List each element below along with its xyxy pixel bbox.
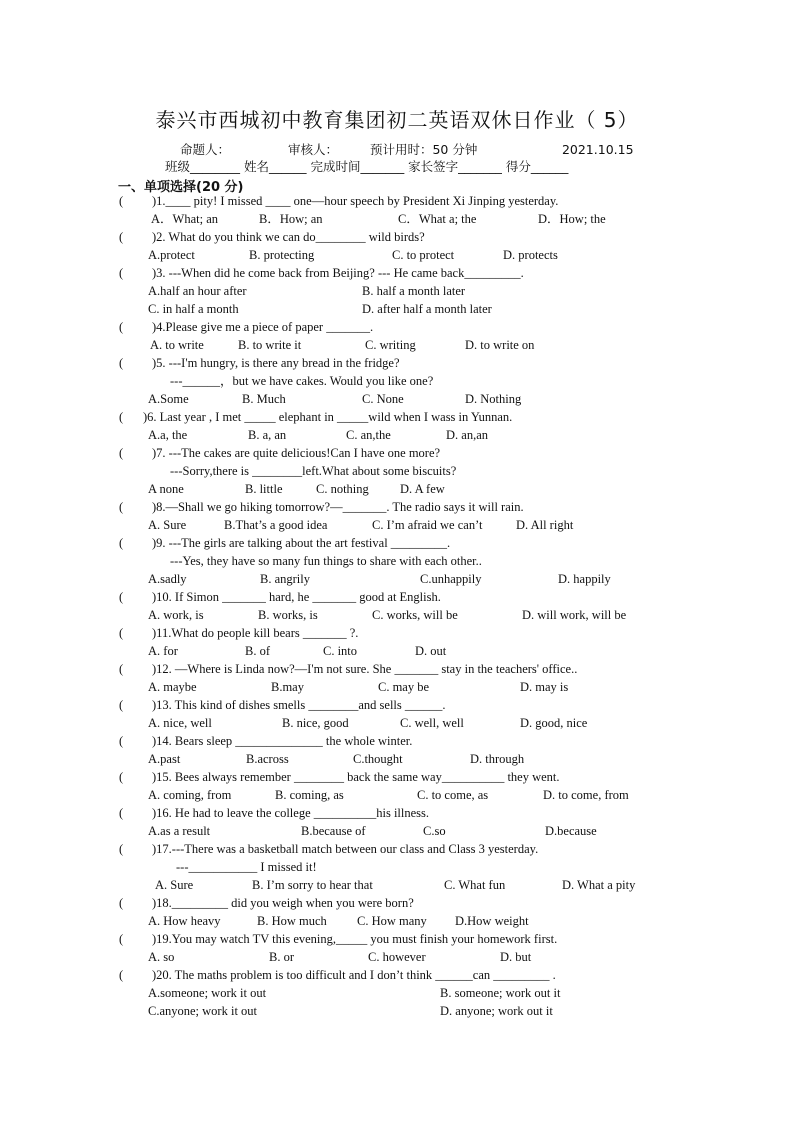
question-line (0, 732, 794, 750)
options-line (0, 606, 794, 624)
option[interactable]: A none (148, 482, 184, 496)
student-fields: 班级________ 姓名______ 完成时间_______ 家长签字_______ 得分______ (165, 159, 569, 174)
question-line (0, 696, 794, 714)
option[interactable]: B．How; an (259, 212, 323, 226)
question-line (0, 840, 794, 858)
answer-bracket[interactable]: ( (119, 194, 124, 208)
option[interactable]: D. Nothing (465, 392, 522, 406)
question-stem: )16. He had to leave the college __________his illness. (152, 806, 430, 820)
option[interactable]: C. into (323, 644, 358, 658)
option[interactable]: B. to write it (238, 338, 302, 352)
question-followup-line (0, 858, 794, 876)
question-stem: )7. ---The cakes are quite delicious!Can I have one more? (152, 446, 441, 460)
option[interactable]: C. nothing (316, 482, 369, 496)
question-line (0, 192, 794, 210)
question-line (0, 534, 794, 552)
question-line (0, 498, 794, 516)
question-stem: )12. —Where is Linda now?—I'm not sure. She _______ stay in the teachers' office.. (152, 662, 578, 676)
option[interactable]: C.anyone; work it out (148, 1004, 258, 1018)
option[interactable]: A. for (148, 644, 178, 658)
answer-bracket[interactable]: ( (119, 770, 124, 784)
option[interactable]: C. in half a month (148, 302, 239, 316)
option[interactable]: A.as a result (148, 824, 211, 838)
option[interactable]: D. A few (400, 482, 445, 496)
option[interactable]: B. protecting (249, 248, 315, 262)
answer-bracket[interactable]: ( (119, 536, 124, 550)
question-stem: )5. ---I'm hungry, is there any bread in the fridge? (152, 356, 400, 370)
date-label: 2021.10.15 (561, 142, 634, 157)
option[interactable]: C. however (368, 950, 426, 964)
option[interactable]: D. but (500, 950, 532, 964)
option[interactable]: D. an,an (446, 428, 488, 442)
option[interactable]: C.unhappily (420, 572, 482, 586)
option[interactable]: D. All right (516, 518, 574, 532)
answer-bracket[interactable]: ( (119, 806, 124, 820)
question-list (0, 192, 794, 1020)
answer-bracket[interactable]: ( (119, 662, 124, 676)
question-line (0, 444, 794, 462)
answer-bracket[interactable]: ( (119, 500, 124, 514)
option[interactable]: A.a, the (148, 428, 188, 442)
options-line (0, 390, 794, 408)
option[interactable]: C.so (423, 824, 446, 838)
option[interactable]: D. anyone; work out it (440, 1004, 553, 1018)
question-stem: )13. This kind of dishes smells ________and sells ______. (152, 698, 446, 712)
question-line (0, 588, 794, 606)
option[interactable]: A. so (148, 950, 175, 964)
answer-bracket[interactable]: ( (119, 698, 124, 712)
option[interactable]: C. to protect (392, 248, 455, 262)
options-line (0, 1002, 794, 1020)
answer-bracket[interactable]: ( (119, 410, 124, 424)
option[interactable]: C. None (362, 392, 404, 406)
question-line (0, 966, 794, 984)
time-label: 预计用时：50 分钟 (369, 142, 478, 157)
option[interactable]: D. after half a month later (362, 302, 492, 316)
option[interactable]: D.because (545, 824, 597, 838)
option[interactable]: A. work, is (148, 608, 204, 622)
question-followup-line (0, 552, 794, 570)
option[interactable]: A. Sure (148, 518, 187, 532)
answer-bracket[interactable]: ( (119, 446, 124, 460)
options-line (0, 912, 794, 930)
options-line (0, 426, 794, 444)
option[interactable]: A.protect (148, 248, 195, 262)
option[interactable]: B.across (246, 752, 289, 766)
option[interactable]: B. coming, as (275, 788, 344, 802)
answer-bracket[interactable]: ( (119, 230, 124, 244)
option[interactable]: A. to write (150, 338, 204, 352)
option[interactable]: C. to come, as (417, 788, 489, 802)
option[interactable]: B. of (245, 644, 270, 658)
option[interactable]: B. little (245, 482, 283, 496)
option[interactable]: A. maybe (148, 680, 197, 694)
option[interactable]: B. someone; work out it (440, 986, 561, 1000)
option[interactable]: D. will work, will be (522, 608, 627, 622)
option[interactable]: A. nice, well (148, 716, 212, 730)
answer-bracket[interactable]: ( (119, 968, 124, 982)
option[interactable]: C. I’m afraid we can’t (372, 518, 483, 532)
question-followup-line (0, 372, 794, 390)
option[interactable]: C. What fun (444, 878, 506, 892)
question-stem: )8.—Shall we go hiking tomorrow?—_______. The radio says it will rain. (152, 500, 524, 514)
option[interactable]: C. may be (378, 680, 430, 694)
option[interactable]: D. good, nice (520, 716, 588, 730)
question-stem: )9. ---The girls are talking about the art festival _________. (152, 536, 451, 550)
question-stem: )15. Bees always remember ________ back the same way__________ they went. (152, 770, 560, 784)
meta-line (180, 140, 634, 158)
question-followup-line (0, 462, 794, 480)
option[interactable]: C．What a; the (398, 212, 477, 226)
options-line (0, 300, 794, 318)
option[interactable]: D.How weight (455, 914, 529, 928)
options-line (0, 642, 794, 660)
question-stem: )14. Bears sleep ______________ the whole winter. (152, 734, 413, 748)
option[interactable]: B. I’m sorry to hear that (252, 878, 373, 892)
option[interactable]: B. half a month later (362, 284, 466, 298)
options-line (0, 210, 794, 228)
question-stem: )3. ---When did he come back from Beijing? --- He came back_________. (152, 266, 524, 280)
option[interactable]: D．How; the (538, 212, 606, 226)
answer-bracket[interactable]: ( (119, 590, 124, 604)
question-stem: )19.You may watch TV this evening,_____ you must finish your homework first. (152, 932, 558, 946)
question-stem: )10. If Simon _______ hard, he _______ good at English. (152, 590, 441, 604)
option[interactable]: C. How many (357, 914, 427, 928)
question-line (0, 228, 794, 246)
options-line (0, 570, 794, 588)
option[interactable]: D. may is (520, 680, 569, 694)
question-line (0, 930, 794, 948)
answer-bracket[interactable]: ( (119, 356, 124, 370)
option[interactable]: D. through (470, 752, 525, 766)
question-stem: )18._________ did you weigh when you were born? (152, 896, 414, 910)
reviewer-label: 审核人： (287, 142, 338, 157)
answer-bracket[interactable]: ( (119, 626, 124, 640)
question-stem: )1.____ pity! I missed ____ one—hour speech by President Xi Jinping yesterday. (152, 194, 559, 208)
question-line (0, 804, 794, 822)
option[interactable]: D. happily (558, 572, 611, 586)
option[interactable]: D. protects (503, 248, 558, 262)
option[interactable]: A. coming, from (148, 788, 232, 802)
question-followup: ---______，but we have cakes. Would you like one? (170, 374, 434, 388)
question-line (0, 318, 794, 336)
question-stem: )2. What do you think we can do________ wild birds? (152, 230, 425, 244)
options-line (0, 984, 794, 1002)
question-stem: )6. Last year , I met _____ elephant in _____wild when I wass in Yunnan. (143, 410, 513, 424)
option[interactable]: B. How much (257, 914, 327, 928)
option[interactable]: B. angrily (260, 572, 310, 586)
option[interactable]: A. How heavy (148, 914, 221, 928)
section-heading: 一、单项选择(20 分) (118, 180, 244, 195)
answer-bracket[interactable]: ( (119, 932, 124, 946)
options-line (0, 750, 794, 768)
question-line (0, 894, 794, 912)
question-line (0, 264, 794, 282)
option[interactable]: B. nice, good (282, 716, 349, 730)
answer-bracket[interactable]: ( (119, 734, 124, 748)
option[interactable]: D. What a pity (562, 878, 636, 892)
option[interactable]: D. out (415, 644, 447, 658)
option[interactable]: C. well, well (400, 716, 464, 730)
option[interactable]: A.past (148, 752, 181, 766)
question-stem: )20. The maths problem is too difficult and I don’t think ______can _________ . (152, 968, 556, 982)
options-line (0, 480, 794, 498)
option[interactable]: B. works, is (258, 608, 318, 622)
option[interactable]: A.someone; work it out (148, 986, 267, 1000)
option[interactable]: B.may (271, 680, 304, 694)
option[interactable]: A. Sure (155, 878, 194, 892)
options-line (0, 282, 794, 300)
option[interactable]: A.Some (148, 392, 189, 406)
option[interactable]: D. to come, from (543, 788, 629, 802)
option[interactable]: B.That’s a good idea (224, 518, 328, 532)
answer-bracket[interactable]: ( (119, 842, 124, 856)
options-line (0, 786, 794, 804)
options-line (0, 714, 794, 732)
option[interactable]: B. Much (242, 392, 286, 406)
option[interactable]: C.thought (353, 752, 403, 766)
options-line (0, 678, 794, 696)
answer-bracket[interactable]: ( (119, 896, 124, 910)
question-stem: )4.Please give me a piece of paper _______. (152, 320, 374, 334)
options-line (0, 336, 794, 354)
option[interactable]: B. a, an (248, 428, 287, 442)
option[interactable]: C. an,the (346, 428, 391, 442)
option[interactable]: C. writing (365, 338, 416, 352)
answer-bracket[interactable]: ( (119, 320, 124, 334)
setter-label: 命题人： (180, 142, 231, 157)
option[interactable]: C. works, will be (372, 608, 458, 622)
question-stem: )17.---There was a basketball match between our class and Class 3 yesterday. (152, 842, 539, 856)
page-title: 泰兴市西城初中教育集团初二英语双休日作业（ 5） (155, 108, 639, 132)
option[interactable]: A.half an hour after (148, 284, 247, 298)
question-line (0, 660, 794, 678)
question-followup: ---Yes, they have so many fun things to share with each other.. (170, 554, 482, 568)
options-line (0, 516, 794, 534)
question-line (0, 408, 794, 426)
option[interactable]: B. or (269, 950, 294, 964)
option[interactable]: D. to write on (465, 338, 535, 352)
question-line (0, 354, 794, 372)
option[interactable]: B.because of (301, 824, 366, 838)
option[interactable]: A．What; an (151, 212, 218, 226)
question-followup: ---Sorry,there is ________left.What about some biscuits? (170, 464, 457, 478)
option[interactable]: A.sadly (148, 572, 187, 586)
answer-bracket[interactable]: ( (119, 266, 124, 280)
options-line (0, 948, 794, 966)
question-stem: )11.What do people kill bears _______ ?. (152, 626, 359, 640)
options-line (0, 876, 794, 894)
question-line (0, 624, 794, 642)
options-line (0, 822, 794, 840)
options-line (0, 246, 794, 264)
question-followup: ---___________ I missed it! (176, 860, 317, 874)
question-line (0, 768, 794, 786)
